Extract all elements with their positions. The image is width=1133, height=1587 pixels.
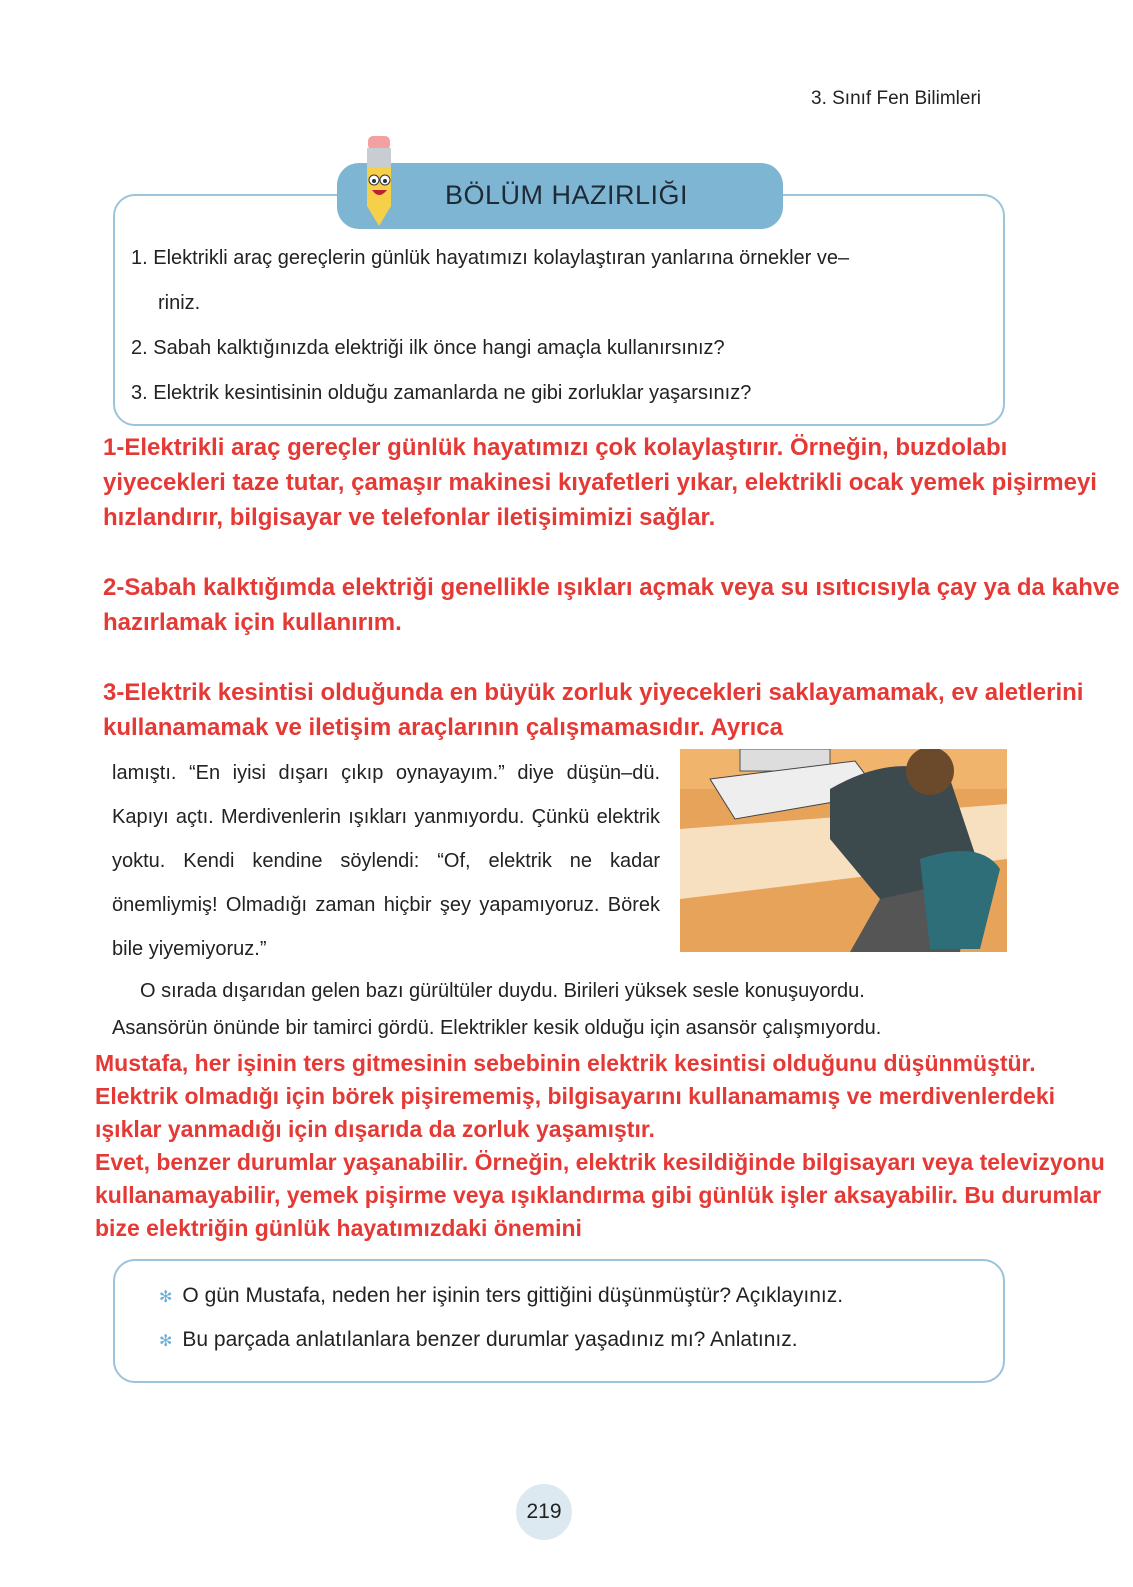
story-paragraph: O sırada dışarıdan gelen bazı gürültüler duydu. Birileri yüksek sesle konuşuyordu. [140,980,865,1002]
page-number: 219 [516,1484,572,1540]
answer-2: 2-Sabah kalktığımda elektriği genellikle ışıkları açmak veya su ısıtıcısıyla çay ya da kahve hazırlamak için kullanırım. [103,574,1120,636]
page-content [0,194,1133,1383]
question-text: Bu parçada anlatılanlara benzer durumlar yaşadınız mı? Anlatınız. [182,1328,798,1351]
story-with-illustration [112,751,1133,971]
story-paragraph: lamıştı. “En iyisi dışarı çıkıp oynayayım.” diye düşün–dü. Kapıyı açtı. Merdivenlerin ışıkları yanmıyordu. Çünkü elektrik yoktu. Kendi kendine söylendi: “Of, elektrik ne kadar önemliymiş! Olmadığı zaman hiçbir şey yapamıyoruz. Börek bile yiyemiyoruz.” [112,762,660,960]
question-text: Elektrikli araç gereçlerin günlük hayatımızı kolaylaştıran yanlarına örnekler ve– [153,247,850,269]
question-number: 2. [131,337,148,359]
pencil-mascot-icon [360,134,400,229]
discussion-box [113,1259,1005,1383]
answer-3: 3-Elektrik kesintisi olduğunda en büyük zorluk yiyecekleri saklayamamak, ev aletlerini kullanamamak ve iletişim araçlarının çalışmamasıdır. Ayrıca [103,679,1084,741]
question-text: Elektrik kesintisinin olduğu zamanlarda ne gibi zorluklar yaşarsınız? [153,382,752,404]
subject-header: 3. Sınıf Fen Bilimleri [811,88,981,109]
question-1 [131,236,987,281]
answer-1: 1-Elektrikli araç gereçler günlük hayatımızı çok kolaylaştırır. Örneğin, buzdolabı yiyecekleri taze tutar, çamaşır makinesi kıyafetleri yıkar, elektrikli ocak yemek pişirmeyi hızlandırır, bilgisayar ve telefonlar iletişimimizi sağlar. [103,434,1097,531]
question-number: 1. [131,247,148,269]
answers-block-1 [103,430,1123,745]
answer-similar: Evet, benzer durumlar yaşanabilir. Örneğin, elektrik kesildiğinde bilgisayarı veya televizyonu kullanamayabilir, yemek pişirme veya ışıklandırma gibi günlük işler aksayabilir. Bu durumlar bize elektriğin günlük hayatımızdaki önemini [95,1149,1105,1241]
question-2 [131,326,987,371]
asterisk-bullet-icon: ✻ [159,1333,173,1350]
question-3 [131,371,987,416]
answer-mustafa: Mustafa, her işinin ters gitmesinin sebebinin elektrik kesintisi olduğunu düşünmüştür. Elektrik olmadığı için börek pişirememiş, bilgisayarını kullanamamış ve merdivenlerdeki ışıklar yanmadığı için dışarıda da zorluk yaşamıştır. [95,1050,1056,1142]
discussion-question-2 [159,1319,987,1363]
discussion-question-1 [159,1275,987,1319]
question-number: 3. [131,382,148,404]
boy-at-computer-illustration [680,749,1007,952]
asterisk-bullet-icon: ✻ [159,1289,173,1306]
question-text: O gün Mustafa, neden her işinin ters gittiğini düşünmüştür? Açıklayınız. [182,1284,844,1307]
story-paragraph-partial: Asansörün önünde bir tamirci gördü. Elektrikler kesik olduğu için asansör çalışmıyordu. [112,1017,882,1039]
answers-block-2 [95,1047,1120,1245]
question-text: Sabah kalktığınızda elektriği ilk önce hangi amaçla kullanırsınız? [153,337,725,359]
question-1-continuation: riniz. [158,292,201,314]
section-title: BÖLÜM HAZIRLIĞI [445,180,689,210]
